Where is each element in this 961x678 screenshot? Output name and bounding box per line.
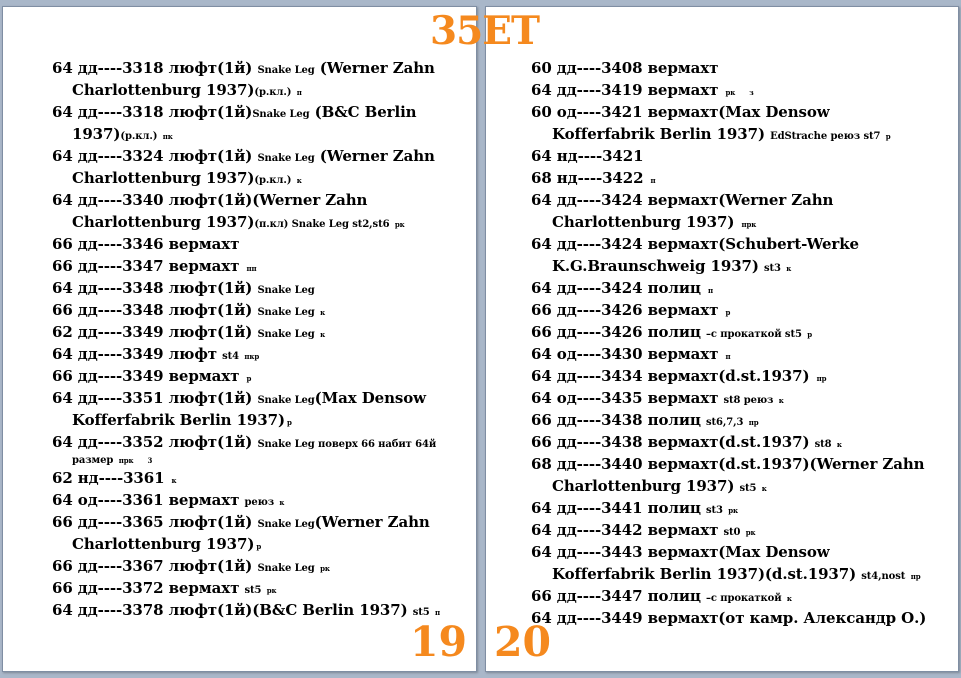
text-line xyxy=(531,147,643,165)
line-tag: п xyxy=(725,352,731,361)
page-left xyxy=(2,6,477,672)
line-note: (р.кл.) xyxy=(120,131,161,142)
line-main-text: 68 нд----3422 xyxy=(531,169,649,187)
line-tag: к xyxy=(171,476,177,485)
text-line xyxy=(52,323,325,344)
text-line xyxy=(52,257,257,278)
text-line xyxy=(52,59,435,80)
text-line xyxy=(531,455,924,473)
line-note: Snake Leg xyxy=(257,395,315,406)
text-line xyxy=(531,609,926,627)
line-tag-trail: з xyxy=(749,88,754,97)
line-note: Snake Leg xyxy=(257,65,315,76)
line-main-text: 62 нд----3361 xyxy=(52,469,170,487)
line-tag: рк xyxy=(728,506,739,515)
line-note: Snake Leg xyxy=(257,519,315,530)
page-number-right: 20 xyxy=(494,618,552,666)
line-note: –с прокаткой xyxy=(705,593,785,604)
text-line xyxy=(531,587,792,608)
line-tag: к xyxy=(320,308,326,317)
text-line xyxy=(72,535,261,556)
page-number-left: 19 xyxy=(410,618,468,666)
line-main-text: 66 дд----3347 вермахт xyxy=(52,257,245,275)
text-line xyxy=(52,345,259,366)
line-tag: к xyxy=(279,498,285,507)
line-tag: прк xyxy=(118,456,134,465)
text-line xyxy=(52,469,177,490)
line-main-text: 66 дд----3438 полиц xyxy=(531,411,706,429)
line-main-text: 66 дд----3348 люфт(1й) xyxy=(52,301,258,319)
line-tag: пкр xyxy=(244,352,260,361)
line-main-text: 66 дд----3346 вермахт xyxy=(52,235,240,253)
line-note: (р.кл.) xyxy=(254,87,295,98)
text-line xyxy=(52,601,440,622)
text-line xyxy=(531,433,842,454)
line-main-tail: (Max Densow xyxy=(314,389,426,407)
line-tag: рк xyxy=(745,528,756,537)
line-note: Snake Leg поверх 66 набит 64й xyxy=(257,439,437,450)
text-line xyxy=(531,521,755,542)
text-line xyxy=(52,103,416,124)
line-main-tail: (Werner Zahn xyxy=(314,59,435,77)
text-line xyxy=(52,301,325,322)
line-main-tail: (Werner Zahn xyxy=(314,513,430,531)
line-tag: к xyxy=(786,264,792,273)
text-line xyxy=(531,301,730,322)
line-main-tail: (Werner Zahn xyxy=(314,147,435,165)
line-main-text: 60 од----3421 вермахт(Max Densow xyxy=(531,103,830,121)
line-main-text: Charlottenburg 1937) xyxy=(72,213,255,231)
line-main-text: Charlottenburg 1937) xyxy=(72,169,255,187)
text-line xyxy=(52,279,315,300)
line-note: (п.кл) Snake Leg st2,st6 xyxy=(254,219,393,230)
text-line xyxy=(531,411,759,432)
line-tag: р xyxy=(286,418,292,427)
text-line xyxy=(531,81,754,102)
text-line xyxy=(531,169,656,190)
line-note: st3 xyxy=(705,505,727,516)
line-tag: п xyxy=(650,176,656,185)
line-main-text: 64 дд----3351 люфт(1й) xyxy=(52,389,258,407)
line-note: –с прокаткой st5 xyxy=(705,329,806,340)
line-note: размер xyxy=(72,455,117,466)
line-tag: к xyxy=(761,484,767,493)
line-main-text: 66 дд----3367 люфт(1й) xyxy=(52,557,258,575)
line-main-text: 64 нд----3421 xyxy=(531,147,644,165)
text-line xyxy=(52,557,330,578)
text-line xyxy=(52,235,239,253)
line-main-text: 66 дд----3365 люфт(1й) xyxy=(52,513,258,531)
text-line xyxy=(531,279,713,300)
line-main-text: 64 дд----3434 вермахт(d.st.1937) xyxy=(531,367,815,385)
text-line xyxy=(531,323,812,344)
text-line xyxy=(72,213,405,234)
line-tag: пп xyxy=(246,264,257,273)
text-line xyxy=(72,81,302,102)
line-tag: р xyxy=(725,308,731,317)
line-main-text: 66 дд----3426 вермахт xyxy=(531,301,724,319)
line-tag: к xyxy=(778,396,784,405)
line-main-text: 64 дд----3419 вермахт xyxy=(531,81,724,99)
line-main-text: 64 дд----3443 вермахт(Max Densow xyxy=(531,543,830,561)
line-main-text: 66 дд----3426 полиц xyxy=(531,323,706,341)
line-tag: к xyxy=(836,440,842,449)
line-tag: пр xyxy=(910,572,921,581)
line-note: st6,7,3 xyxy=(705,417,747,428)
line-main-text: Charlottenburg 1937) xyxy=(552,477,740,495)
line-note: st0 xyxy=(723,527,744,538)
line-main-text: 64 дд----3318 люфт(1й) xyxy=(52,59,258,77)
text-line xyxy=(72,411,292,432)
line-tag: п xyxy=(296,88,302,97)
line-tag-trail: 3 xyxy=(147,456,153,465)
line-main-text: 66 дд----3447 полиц xyxy=(531,587,706,605)
line-tag: пр xyxy=(748,418,759,427)
text-line xyxy=(52,579,276,600)
line-note: Snake Leg xyxy=(257,307,319,318)
line-tag: р xyxy=(246,374,252,383)
text-line xyxy=(552,565,921,586)
document-title: 35ЕТ xyxy=(430,8,540,54)
line-tag: р xyxy=(807,330,812,339)
text-line xyxy=(552,125,891,146)
line-note: st5 xyxy=(244,585,265,596)
line-note: реюз xyxy=(244,497,278,508)
text-line xyxy=(531,235,859,253)
text-line xyxy=(52,491,284,512)
line-main-text: Kofferfabrik Berlin 1937)(d.st.1937) xyxy=(552,565,862,583)
line-tag: рк xyxy=(725,88,736,97)
line-main-text: 66 дд----3438 вермахт(d.st.1937) xyxy=(531,433,815,451)
text-line xyxy=(531,367,826,388)
line-main-text: K.G.Braunschweig 1937) xyxy=(552,257,764,275)
line-main-text: 64 дд----3352 люфт(1й) xyxy=(52,433,258,451)
line-main-text: 64 дд----3349 люфт xyxy=(52,345,223,363)
line-main-text: 1937) xyxy=(72,125,121,143)
line-note: st5 xyxy=(412,607,433,618)
line-main-text: 64 од----3430 вермахт xyxy=(531,345,724,363)
text-line xyxy=(52,389,426,410)
line-main-text: 64 дд----3449 вермахт(от камр. Александр О.) xyxy=(531,609,927,627)
text-line xyxy=(531,59,718,77)
line-tag: рк xyxy=(320,564,330,573)
line-note: st4 xyxy=(222,351,243,362)
line-note: Snake Leg xyxy=(257,153,315,164)
text-line xyxy=(52,147,435,168)
line-tag: рк xyxy=(394,220,405,229)
line-main-text: Charlottenburg 1937) xyxy=(72,81,255,99)
text-line xyxy=(531,103,830,121)
line-main-text: 64 дд----3378 люфт(1й)(B&C Berlin 1937) xyxy=(52,601,413,619)
line-main-text: 64 дд----3424 вермахт(Schubert-Werke xyxy=(531,235,859,253)
line-tag: п xyxy=(435,608,441,617)
line-note: st8 xyxy=(814,439,835,450)
line-note: EdStrache реюз st7 xyxy=(770,131,884,142)
line-main-text: 64 дд----3442 вермахт xyxy=(531,521,724,539)
line-note: (р.кл.) xyxy=(254,175,295,186)
text-line xyxy=(531,191,833,209)
text-line xyxy=(552,477,767,498)
line-tag: п xyxy=(707,286,713,295)
line-note: Snake Leg xyxy=(257,329,319,340)
text-line xyxy=(52,367,251,388)
line-main-tail: (B&C Berlin xyxy=(309,103,417,121)
line-main-text: 64 дд----3340 люфт(1й)(Werner Zahn xyxy=(52,191,368,209)
line-main-text: 64 дд----3324 люфт(1й) xyxy=(52,147,258,165)
line-note: Snake Leg xyxy=(257,285,315,296)
text-line xyxy=(552,213,756,234)
text-line xyxy=(72,449,152,470)
text-line xyxy=(52,513,430,534)
line-main-text: Kofferfabrik Berlin 1937) xyxy=(72,411,285,429)
line-tag: рк xyxy=(266,586,277,595)
line-note: st4,nost xyxy=(861,571,909,582)
line-tag: пк xyxy=(162,132,173,141)
line-main-text: 66 дд----3349 вермахт xyxy=(52,367,245,385)
line-note: st3 xyxy=(764,263,785,274)
line-main-text: 62 дд----3349 люфт(1й) xyxy=(52,323,258,341)
line-main-text: 66 дд----3372 вермахт xyxy=(52,579,245,597)
line-tag: к xyxy=(296,176,302,185)
text-line xyxy=(531,499,738,520)
text-line xyxy=(52,191,367,209)
line-main-text: 64 дд----3318 люфт(1й) xyxy=(52,103,253,121)
line-main-text: 64 од----3435 вермахт xyxy=(531,389,724,407)
line-main-text: Charlottenburg 1937) xyxy=(552,213,740,231)
line-tag: к xyxy=(320,330,326,339)
line-main-text: Charlottenburg 1937) xyxy=(72,535,255,553)
line-tag: р xyxy=(256,542,262,551)
line-tag: к xyxy=(786,594,792,603)
line-main-text: 68 дд----3440 вермахт(d.st.1937)(Werner Zahn xyxy=(531,455,925,473)
page-right xyxy=(485,6,959,672)
line-main-text: 64 дд----3348 люфт(1й) xyxy=(52,279,258,297)
text-line xyxy=(531,345,730,366)
line-tag: пр xyxy=(816,374,827,383)
line-main-text: Kofferfabrik Berlin 1937) xyxy=(552,125,771,143)
line-main-text: 64 од----3361 вермахт xyxy=(52,491,245,509)
line-main-text: 64 дд----3424 вермахт(Werner Zahn xyxy=(531,191,834,209)
text-line xyxy=(552,257,791,278)
line-note: Snake Leg xyxy=(252,109,310,120)
line-main-text: 60 дд----3408 вермахт xyxy=(531,59,719,77)
line-main-text: 64 дд----3424 полиц xyxy=(531,279,706,297)
line-note: st5 xyxy=(739,483,760,494)
line-tag: прк xyxy=(741,220,757,229)
text-line xyxy=(72,169,302,190)
line-note: Snake Leg xyxy=(257,563,319,574)
line-main-text: 64 дд----3441 полиц xyxy=(531,499,706,517)
text-line xyxy=(72,125,173,146)
line-note: st8 реюз xyxy=(723,395,777,406)
text-line xyxy=(531,543,830,561)
line-tag: р xyxy=(885,132,891,141)
text-line xyxy=(531,389,784,410)
